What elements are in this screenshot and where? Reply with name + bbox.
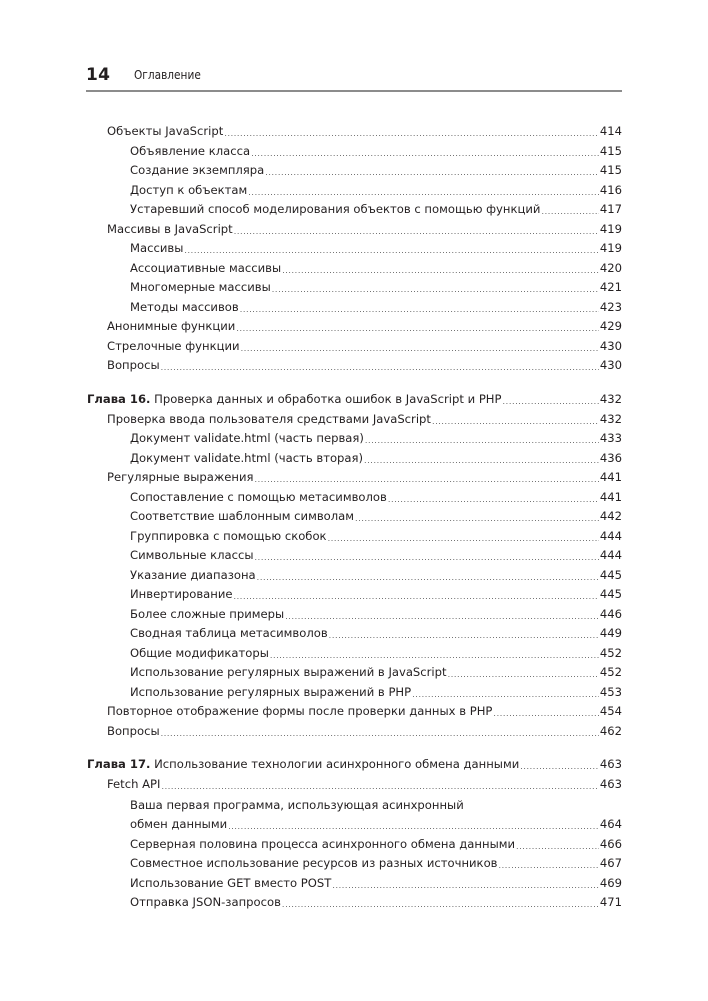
toc-entry-title: Указание диапазона: [130, 567, 256, 582]
toc-entry[interactable]: [107, 702, 622, 720]
toc-entry[interactable]: [130, 546, 622, 564]
toc-entry-title: обмен данными: [130, 817, 228, 831]
toc-entry-page: 449: [599, 626, 622, 640]
toc-chapter-title: [87, 390, 502, 408]
leader-dots: [255, 551, 599, 564]
toc-entry-page: 471: [599, 895, 622, 909]
toc-entry[interactable]: [130, 605, 622, 623]
leader-dots: [355, 512, 599, 525]
chapter-name: Использование технологии асинхронного обмена данными: [154, 757, 520, 771]
leader-dots: [503, 395, 599, 408]
toc-entry-page: 462: [599, 723, 622, 738]
toc-entry-page: 430: [599, 358, 622, 372]
leader-dots: [161, 361, 599, 374]
leader-dots: [282, 898, 599, 911]
toc-entry-page: 445: [599, 587, 622, 601]
toc-entry[interactable]: [130, 683, 622, 701]
toc-entry-title: Проверка ввода пользователя средствами JavaScript: [107, 411, 431, 426]
leader-dots: [241, 342, 599, 355]
toc-entry-page: 452: [599, 665, 622, 679]
leader-dots: [329, 629, 599, 642]
toc-entry-title: Серверная половина процесса асинхронного обмена данными: [130, 836, 516, 851]
toc-entry-title: Использование GET вместо POST: [130, 875, 332, 890]
toc-entry[interactable]: [130, 278, 622, 296]
toc-entry-title: Использование регулярных выражений в PHP: [130, 684, 412, 699]
toc-entry-title: Регулярные выражения: [107, 470, 254, 484]
toc-entry-title: Методы массивов: [130, 299, 239, 314]
toc-entry-page: 442: [599, 509, 622, 523]
toc-entry[interactable]: [130, 259, 622, 277]
toc-entry-page: 432: [599, 392, 622, 406]
toc-entry[interactable]: [130, 239, 622, 257]
toc-entry[interactable]: [130, 663, 622, 681]
toc-entry-page: 467: [599, 856, 622, 870]
toc-entry-page: 415: [599, 163, 622, 177]
leader-dots: [184, 244, 598, 257]
chapter-label: Глава 16.: [87, 392, 151, 406]
toc-entry-title: Объекты JavaScript: [107, 124, 224, 138]
toc-entry[interactable]: [130, 161, 622, 179]
toc-entry[interactable]: [107, 337, 622, 355]
toc-entry[interactable]: [130, 893, 622, 911]
toc-entry-title: Инвертирование: [130, 587, 233, 601]
toc-entry[interactable]: [130, 488, 622, 506]
toc-entry-title: Группировка с помощью скобок: [130, 528, 327, 543]
toc-entry-page: 419: [599, 221, 622, 236]
toc-entry[interactable]: [130, 585, 622, 603]
toc-entry-title: Анонимные функции: [107, 319, 236, 333]
toc-entry[interactable]: [130, 298, 622, 316]
toc-entry-page: 452: [599, 645, 622, 660]
toc-entry-page: 432: [599, 411, 622, 426]
toc-entry[interactable]: [130, 566, 622, 584]
toc-entry[interactable]: [107, 356, 622, 374]
leader-dots: [248, 186, 599, 199]
leader-dots: [448, 668, 599, 681]
chapter-label: Глава 17.: [87, 757, 151, 771]
toc-entry[interactable]: [130, 874, 622, 892]
page-header: [86, 60, 622, 92]
toc-entry-title: Создание экземпляра: [130, 163, 265, 177]
leader-dots: [516, 840, 599, 853]
toc-entry-title: Символьные классы: [130, 548, 254, 562]
page-number: 14: [86, 65, 111, 85]
leader-dots: [493, 707, 598, 720]
toc-entry-title: Стрелочные функции: [107, 338, 240, 353]
leader-dots: [272, 283, 599, 296]
toc-entry-title: Более сложные примеры: [130, 606, 285, 621]
toc-entry[interactable]: [107, 220, 622, 238]
toc-entry[interactable]: [107, 410, 622, 428]
toc-entry-page: 423: [599, 299, 622, 314]
toc-entry-page: 436: [599, 450, 622, 465]
toc-entry-page: 463: [599, 776, 622, 791]
toc-entry-page: 419: [599, 241, 622, 255]
leader-dots: [251, 147, 599, 160]
toc-entry-page: 444: [599, 528, 622, 543]
leader-dots: [365, 434, 599, 447]
leader-dots: [285, 610, 599, 623]
leader-dots: [255, 473, 599, 486]
toc-entry-page: 417: [599, 202, 622, 216]
toc-chapter-17[interactable]: [87, 755, 622, 773]
toc-entry[interactable]: [130, 644, 622, 662]
toc-entry-title: Использование регулярных выражений в JavaScript: [130, 665, 447, 679]
toc-entry-page: 453: [599, 684, 622, 699]
running-title: Оглавление: [134, 68, 201, 82]
toc-entry-page: 444: [599, 548, 622, 562]
toc-entry[interactable]: [130, 429, 622, 447]
toc-entry[interactable]: [130, 815, 622, 833]
toc-entry[interactable]: [107, 317, 622, 335]
toc-entry-title: Соответствие шаблонным символам: [130, 509, 355, 523]
toc-entry[interactable]: [107, 722, 622, 740]
toc-entry-page: 441: [599, 470, 622, 484]
toc-entry-title: Совместное использование ресурсов из разных источников: [130, 856, 498, 870]
leader-dots: [234, 225, 599, 238]
toc-entry-page: 464: [599, 817, 622, 831]
leader-dots: [282, 264, 599, 277]
leader-dots: [228, 820, 599, 833]
toc-entry-title: Ассоциативные массивы: [130, 260, 282, 275]
leader-dots: [224, 127, 599, 140]
toc-entry[interactable]: [130, 200, 622, 218]
toc-entry-title: Отправка JSON-запросов: [130, 895, 281, 909]
leader-dots: [412, 688, 599, 701]
toc-entry-title-line1: Ваша первая программа, использующая асинхронный: [130, 798, 464, 812]
toc-entry-page: 433: [599, 431, 622, 445]
toc-entry-title: Устаревший способ моделирования объектов с помощью функций: [130, 202, 541, 216]
toc-entry[interactable]: [130, 449, 622, 467]
toc-entry-page: 463: [599, 757, 622, 771]
toc-entry-page: 466: [599, 836, 622, 851]
toc-entry-page: 445: [599, 567, 622, 582]
toc-entry-title: Многомерные массивы: [130, 280, 271, 294]
toc-entry-page: 429: [599, 319, 622, 333]
toc-entry-page: 421: [599, 280, 622, 294]
leader-dots: [270, 649, 599, 662]
leader-dots: [234, 590, 599, 603]
toc-entry-page: 469: [599, 875, 622, 890]
toc-entry[interactable]: [130, 624, 622, 642]
toc-entry-title: Общие модификаторы: [130, 645, 269, 660]
toc-entry-page: 446: [599, 606, 622, 621]
leader-dots: [161, 780, 598, 793]
toc-entry-title: Вопросы: [107, 358, 160, 372]
toc-entry-page: 454: [599, 704, 622, 718]
toc-entry[interactable]: [107, 468, 622, 486]
toc-entry[interactable]: [130, 835, 622, 853]
leader-dots: [257, 571, 599, 584]
leader-dots: [364, 454, 599, 467]
chapter-name: Проверка данных и обработка ошибок в JavaScript и PHP: [154, 392, 502, 406]
toc-entry-page: 430: [599, 338, 622, 353]
leader-dots: [388, 493, 599, 506]
leader-dots: [432, 415, 599, 428]
toc-entry-title: Документ validate.html (часть вторая): [130, 450, 364, 465]
toc-entry-page: 415: [599, 143, 622, 158]
toc-entry-title: Fetch API: [107, 776, 161, 791]
leader-dots: [236, 322, 599, 335]
toc-entry[interactable]: [130, 527, 622, 545]
toc-entry-title: Повторное отображение формы после проверки данных в PHP: [107, 704, 493, 718]
leader-dots: [328, 532, 599, 545]
toc-entry-title: Документ validate.html (часть первая): [130, 431, 364, 445]
toc-entry[interactable]: [107, 775, 622, 793]
toc-entry-page: 414: [599, 124, 622, 138]
toc-entry-title: Сопоставление с помощью метасимволов: [130, 489, 387, 504]
toc-entry-title: Массивы: [130, 241, 184, 255]
leader-dots: [240, 303, 599, 316]
leader-dots: [265, 166, 599, 179]
leader-dots: [520, 760, 599, 773]
toc-entry-title: Вопросы: [107, 723, 160, 738]
toc-entry-page: 441: [599, 489, 622, 504]
toc-entry-title: Сводная таблица метасимволов: [130, 626, 328, 640]
leader-dots: [541, 205, 598, 218]
toc-entry[interactable]: [130, 181, 622, 199]
toc-chapter-16[interactable]: [87, 390, 622, 408]
toc-entry-page: 420: [599, 260, 622, 275]
toc-entry[interactable]: [107, 122, 622, 140]
toc-chapter-title: [87, 755, 519, 773]
leader-dots: [161, 727, 599, 740]
toc-entry[interactable]: [130, 507, 622, 525]
toc-entry-title: Объявление класса: [130, 143, 251, 158]
toc-entry[interactable]: [130, 142, 622, 160]
leader-dots: [332, 879, 599, 892]
toc-entry-page: 416: [599, 182, 622, 197]
leader-dots: [499, 859, 599, 872]
toc-entry-title: Массивы в JavaScript: [107, 221, 233, 236]
toc-entry[interactable]: [130, 854, 622, 872]
toc-entry-title: Доступ к объектам: [130, 182, 248, 197]
